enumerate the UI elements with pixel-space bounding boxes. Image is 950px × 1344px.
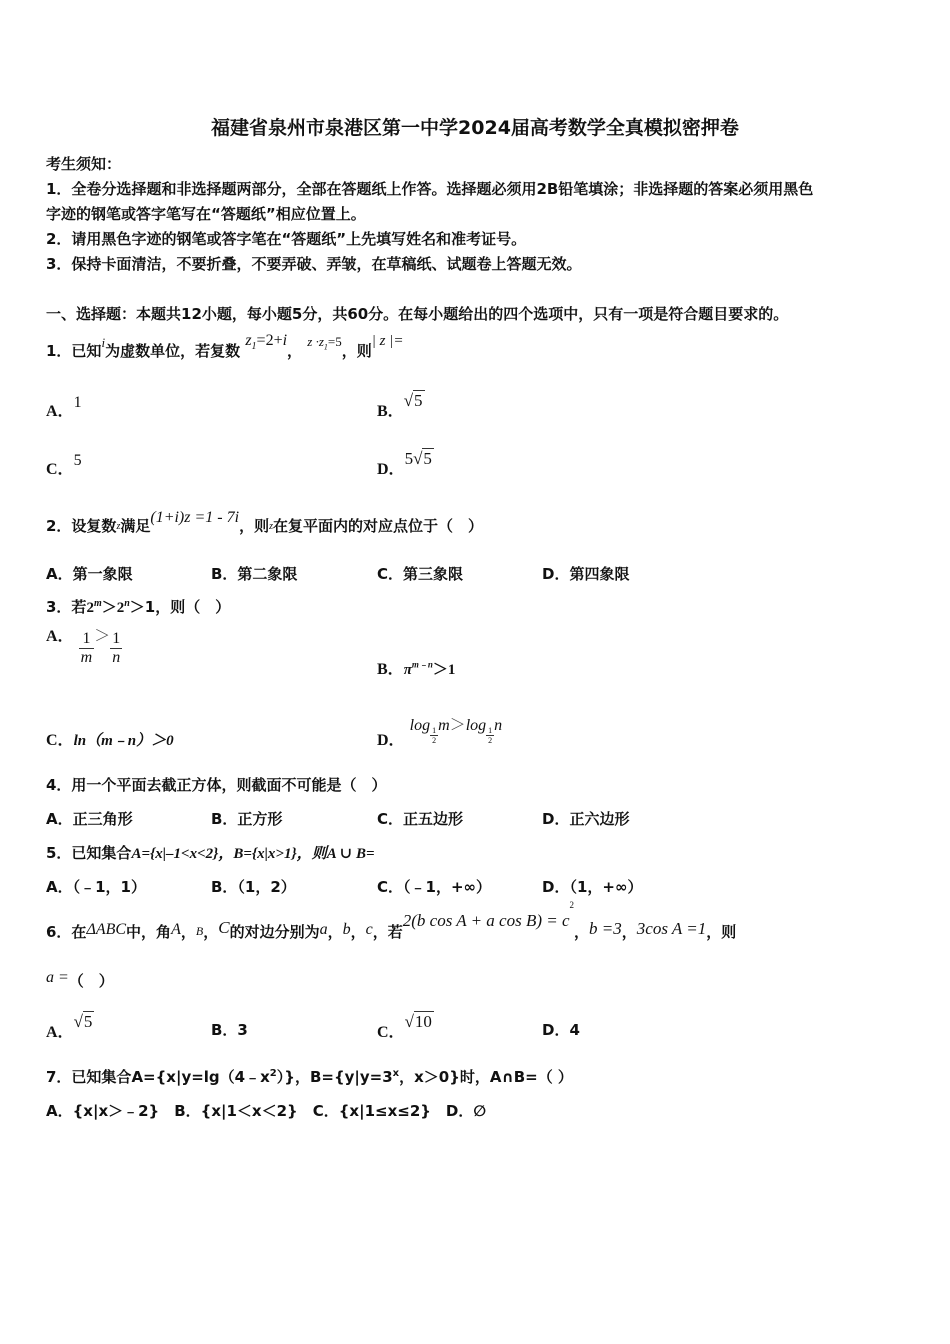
q4-option-a[interactable]: A．正三角形 [46, 810, 133, 828]
question-5 [46, 842, 375, 863]
q6-text: 的对边分别为 [229, 923, 320, 941]
q2-z: z [116, 521, 121, 532]
q7-sup: 2 [269, 1068, 277, 1079]
question-2 [46, 506, 483, 535]
q6-condition: 2(b cos A + a cos B) = c [402, 911, 570, 930]
question-7 [46, 1066, 573, 1087]
q6-text: 中，角 [126, 923, 172, 941]
q6-option-a-label: A． [46, 1024, 74, 1041]
q4-option-c[interactable]: C．正五边形 [377, 810, 464, 828]
q4-option-b[interactable]: B．正方形 [211, 810, 283, 828]
q2-z2: z [269, 521, 273, 532]
question-3 [46, 596, 230, 617]
q3-option-b-rest: ＞1 [432, 662, 456, 678]
q3-option-d[interactable] [377, 712, 503, 749]
q5-text: 5．已知集合 [46, 844, 132, 862]
q3-n: n [124, 598, 130, 609]
q6-option-c-value: 10 [414, 1012, 432, 1031]
q1-text: 为虚数单位，若复数 [105, 342, 241, 360]
q7-text: ，x＞0}时，A∩B=（ ） [399, 1068, 573, 1086]
q3-two: 2 [86, 600, 94, 616]
question-6 [46, 900, 737, 941]
q6-sep: ， [180, 923, 196, 941]
q2-text: 满足 [120, 517, 151, 535]
q6-triangle: ΔABC [86, 921, 127, 938]
q3-log-1: log [409, 717, 431, 734]
q6-cos-a: 3cos A =1 [636, 919, 707, 938]
q6-ask [46, 966, 114, 990]
q6-sep: ， [350, 923, 366, 941]
q3-option-c-value: ln（m﹣n）＞0 [73, 733, 174, 749]
q1-zz1: $z \cdot z_1=5$ [307, 334, 342, 352]
q2-option-d[interactable]: D．第四象限 [542, 565, 630, 583]
q5-option-d[interactable]: D．（1，+∞） [542, 878, 643, 896]
q7-text: ）}，B={y|y=3 [276, 1068, 393, 1086]
q6-option-c-label: C． [377, 1024, 405, 1041]
q7-text: 7．已知集合A={x|y=lg（4﹣x [46, 1068, 270, 1086]
q2-text: 在复平面内的对应点位于（ ） [272, 517, 483, 535]
q2-option-c[interactable]: C．第三象限 [377, 565, 464, 583]
q1-option-b-label: B． [377, 403, 404, 420]
q6-option-d[interactable]: D．4 [542, 1021, 580, 1039]
notes-line-1b: 字迹的钢笔或答字笔写在“答题纸”相应位置上。 [46, 205, 366, 223]
q1-option-a-value: 1 [73, 394, 82, 411]
q6-angle-b: B [195, 924, 204, 938]
q3-log-2: log [465, 717, 487, 734]
q6-square: 2 [569, 900, 575, 910]
q3-option-b-label: B． [377, 661, 404, 678]
q6-sep: ， [574, 923, 590, 941]
q6-side-b: b [342, 921, 351, 938]
q1-text: 1．已知 [46, 342, 102, 360]
q1-option-d-coef: 5 [404, 449, 414, 468]
q1-option-d-rad: 5 [423, 449, 432, 468]
exam-title: 福建省泉州市泉港区第一中学2024届高考数学全真模拟密押卷 [211, 117, 739, 139]
q3-gt: ＞2 [101, 600, 125, 616]
notes-line-3: 3．保持卡面清洁，不要折叠，不要弄破、弄皱，在草稿纸、试题卷上答题无效。 [46, 255, 582, 273]
q1-option-b[interactable]: B．√5 [377, 391, 423, 420]
q1-option-a-label: A． [46, 403, 74, 420]
notes-line-1a: 1．全卷分选择题和非选择题两部分，全部在答题纸上作答。选择题必须用2B铅笔填涂；非选择题的答案必须用黑色 [46, 180, 814, 198]
q3-option-d-label: D． [377, 732, 405, 749]
q3-fraction-2: $\frac{1}{n}$ [112, 630, 121, 666]
q3-fraction-1: $\frac{1}{m}$ [80, 630, 93, 666]
q3-exp: m﹣n [411, 659, 433, 670]
q6-text: ，若 [372, 923, 403, 941]
q1-option-b-value: 5 [414, 391, 423, 410]
q3-m: m [93, 598, 102, 609]
q3-option-c[interactable] [46, 727, 174, 750]
notes-line-2: 2．请用黑色字迹的钢笔或答字笔在“答题纸”上先填写姓名和准考证号。 [46, 230, 527, 248]
q6-side-c: c [365, 921, 373, 938]
q6-option-b[interactable]: B．3 [211, 1021, 248, 1039]
q1-z1: $z_1=2+i$ [245, 332, 288, 353]
q3-option-b[interactable] [377, 656, 455, 679]
q3-option-d-gt: ＞ [449, 717, 466, 734]
q2-expr: (1+i)z =1 - 7i [150, 509, 240, 526]
q1-comma: ， [287, 342, 303, 360]
q4-option-d[interactable]: D．正六边形 [542, 810, 630, 828]
q6-side-a: a [319, 921, 328, 938]
q1-option-d-label: D． [377, 461, 405, 478]
q2-text: ，则 [239, 517, 270, 535]
q3-option-c-label: C． [46, 732, 74, 749]
q2-text: 2．设复数 [46, 517, 117, 535]
question-1 [46, 333, 404, 363]
q7-supx: x [392, 1068, 400, 1079]
q6-option-c[interactable]: C．√10 [377, 1012, 432, 1041]
q6-text: 6．在 [46, 923, 87, 941]
q3-log-2-arg: n [494, 717, 503, 734]
q6-option-a[interactable]: A．√5 [46, 1012, 93, 1041]
q3-log-2-base: $\frac{1}{2}$ [488, 726, 493, 745]
q6-text: ，则 [706, 923, 737, 941]
q1-option-c-label: C． [46, 461, 74, 478]
q7-options[interactable]: A．{x|x＞﹣2} B．{x|1＜x＜2} C．{x|1≤x≤2} D．∅ [46, 1102, 487, 1120]
q6-sep: ， [621, 923, 637, 941]
q5-option-b[interactable]: B．（1，2） [211, 878, 296, 896]
q1-option-c[interactable] [46, 450, 82, 478]
q3-pi: π [403, 662, 412, 678]
q3-text: ＞1，则（ ） [129, 598, 231, 616]
notes-heading: 考生须知： [46, 155, 122, 173]
q3-log-1-arg: m [438, 717, 450, 734]
q6-b-value: b =3 [589, 919, 622, 938]
q2-option-b[interactable]: B．第二象限 [211, 565, 298, 583]
q5-option-c[interactable]: C．（﹣1，+∞） [377, 878, 492, 896]
q1-text: ，则 [341, 342, 372, 360]
section-heading: 一、选择题：本题共12小题，每小题5分，共60分。在每小题给出的四个选项中，只有一项是符合题目要求的。 [46, 305, 789, 323]
q1-option-c-value: 5 [73, 452, 82, 469]
q5-sets: A={x|–1<x<2}，B={x|x>1}，则A ∪ B= [131, 846, 375, 862]
q6-paren: （ ） [68, 972, 114, 990]
q3-text: 3．若 [46, 598, 87, 616]
q6-option-a-value: 5 [83, 1012, 93, 1031]
q6-angle-c: C [218, 918, 230, 937]
q6-sep: ， [327, 923, 343, 941]
q1-absz: | z |= [371, 333, 404, 349]
question-4: 4．用一个平面去截正方体，则截面不可能是（ ） [46, 776, 387, 794]
q1-option-d[interactable]: D．5√5 [377, 449, 432, 478]
q2-option-a[interactable]: A．第一象限 [46, 565, 133, 583]
q1-option-a[interactable] [46, 392, 82, 420]
q6-a-eq: a = [46, 969, 69, 986]
q6-sep: ， [203, 923, 219, 941]
q1-i: i [101, 335, 106, 350]
q6-angle-a: A [171, 921, 181, 938]
q3-option-a[interactable] [46, 630, 122, 667]
q3-log-1-base: $\frac{1}{2}$ [432, 726, 437, 745]
q3-option-a-label: A． [46, 628, 74, 645]
q5-option-a[interactable]: A．（﹣1，1） [46, 878, 146, 896]
q3-option-a-gt: ＞ [94, 628, 111, 645]
